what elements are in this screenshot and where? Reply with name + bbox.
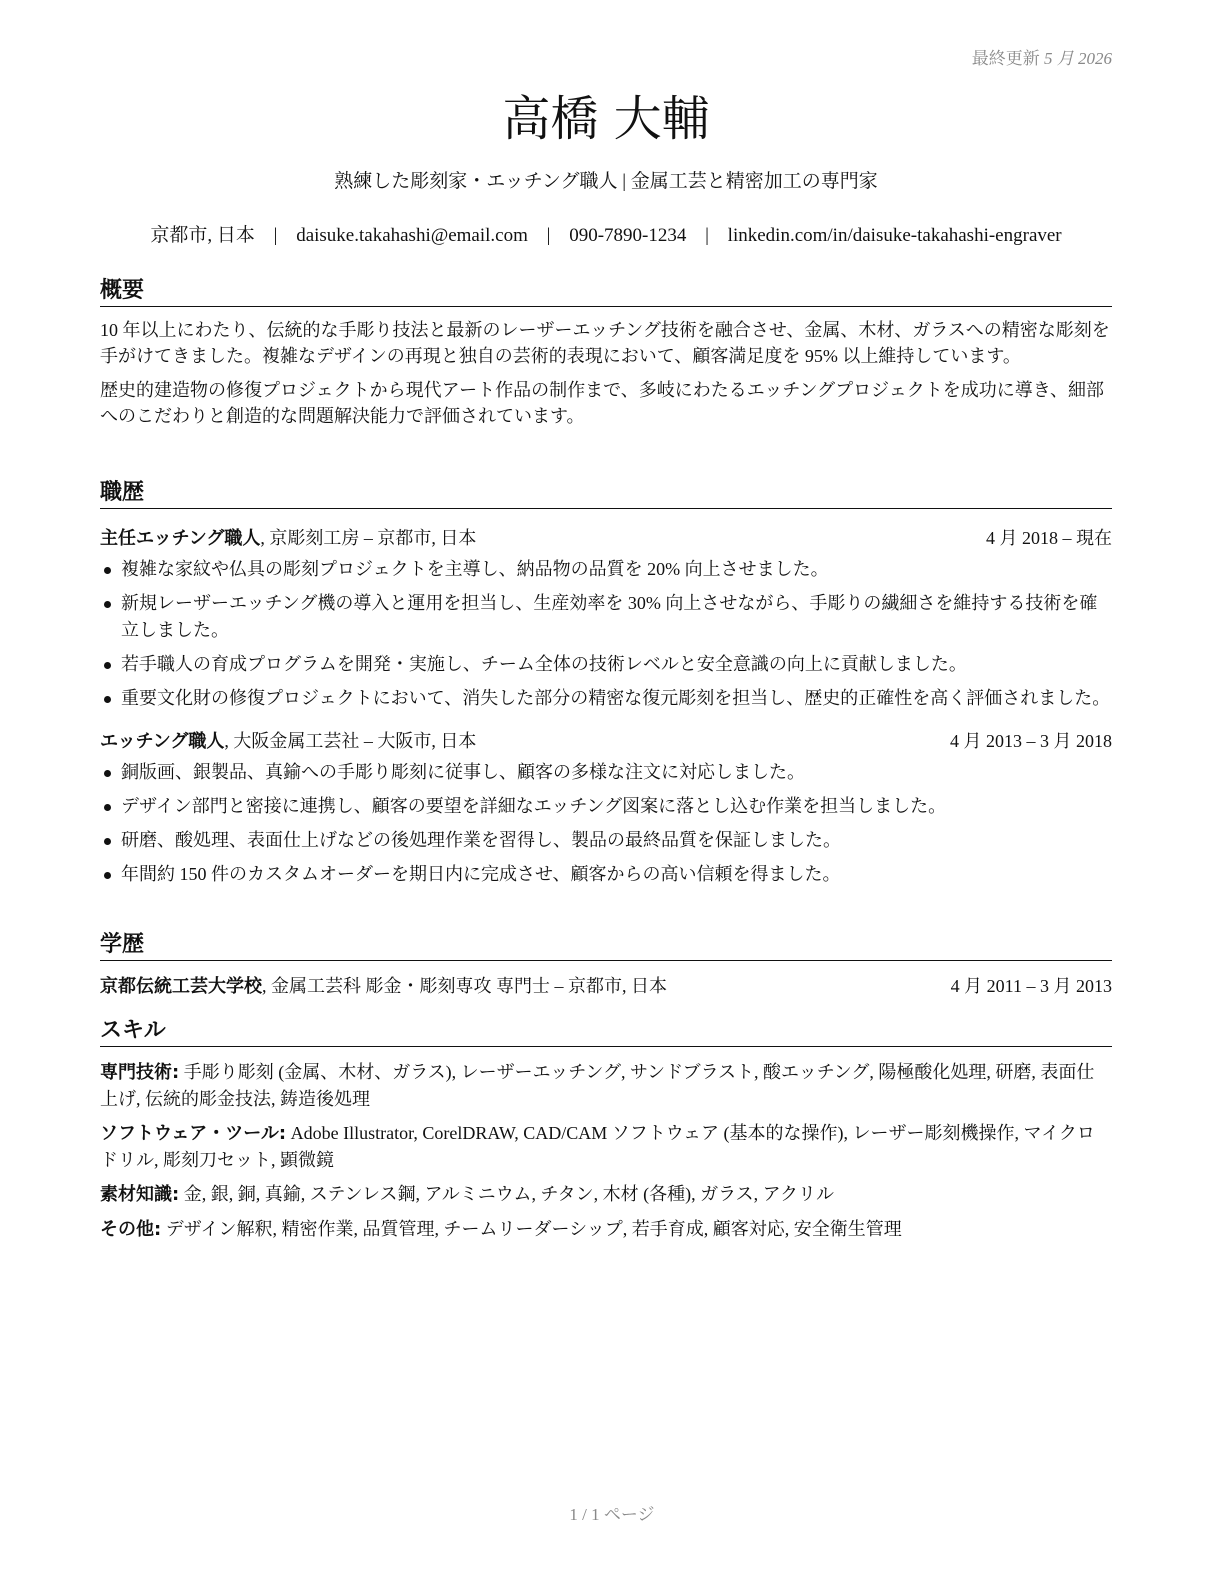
section-title-education: 学歴 — [100, 930, 1112, 961]
skill-text: デザイン解釈, 精密作業, 品質管理, チームリーダーシップ, 若手育成, 顧客対応, 安全衛生管理 — [161, 1219, 902, 1239]
job-role: 主任エッチング職人 — [100, 528, 261, 549]
job-header — [100, 525, 1112, 552]
skills-section — [100, 1016, 1112, 1243]
skill-label: 素材知識: — [100, 1184, 180, 1205]
skill-text: 金, 銀, 銅, 真鍮, ステンレス鋼, アルミニウム, チタン, 木材 (各種), ガラス, アクリル — [179, 1184, 835, 1204]
section-title-skills: スキル — [100, 1016, 1112, 1047]
education-dates: 4 月 2011 – 3 月 2013 — [950, 976, 1112, 996]
bullet-item: デザイン部門と密接に連携し、顧客の要望を詳細なエッチング図案に落とし込む作業を担当しました。 — [100, 793, 1112, 820]
bullet-item: 重要文化財の修復プロジェクトにおいて、消失した部分の精密な復元彫刻を担当し、歴史的正確性を高く評価されました。 — [100, 685, 1112, 712]
person-name: 高橋 大輔 — [502, 91, 710, 147]
linkedin-link[interactable]: linkedin.com/in/daisuke-takahashi-engraver — [727, 225, 1062, 246]
job-bullets — [100, 556, 1112, 712]
separator: | — [705, 225, 709, 246]
job-org: , 京彫刻工房 – 京都市, 日本 — [260, 528, 477, 548]
education-detail: , 金属工芸科 彫金・彫刻専攻 専門士 – 京都市, 日本 — [262, 976, 667, 996]
last-updated — [972, 44, 1112, 69]
skill-label: 専門技術: — [100, 1062, 180, 1083]
bullet-item: 新規レーザーエッチング機の導入と運用を担当し、生産効率を 30% 向上させながら、手彫りの繊細さを維持する技術を確立しました。 — [100, 590, 1112, 644]
contact-info — [90, 222, 1122, 250]
page-number: 1 / 1 ページ — [569, 1505, 655, 1524]
skill-row — [100, 1181, 1112, 1208]
last-updated-prefix: 最終更新 — [971, 49, 1040, 68]
job-dates: 4 月 2018 – 現在 — [986, 528, 1112, 548]
last-updated-year: 2026 — [1078, 49, 1112, 68]
summary-paragraph: 10 年以上にわたり、伝統的な手彫り技法と最新のレーザーエッチング技術を融合させ、金属、木材、ガラスへの精密な彫刻を手がけてきました。複雑なデザインの再現と独自の芸術的表現において、顧客満足度を 95% 以上維持しています。 — [100, 320, 1110, 366]
job-dates: 4 月 2013 – 3 月 2018 — [950, 731, 1112, 751]
summary-section — [100, 276, 1112, 429]
separator: | — [273, 225, 278, 246]
job-header — [100, 728, 1112, 755]
bullet-item: 銅版画、銀製品、真鍮への手彫り彫刻に従事し、顧客の多様な注文に対応しました。 — [100, 759, 1112, 786]
skill-row — [100, 1059, 1112, 1112]
separator: | — [546, 225, 551, 246]
headline: 熟練した彫刻家・エッチング職人 | 金属工芸と精密加工の専門家 — [334, 171, 878, 192]
education-entry — [100, 973, 1112, 1000]
job-title-line — [100, 525, 476, 552]
phone-number[interactable]: 090-7890-1234 — [569, 225, 687, 246]
skill-row — [100, 1216, 1112, 1243]
skill-text: Adobe Illustrator, CorelDRAW, CAD/CAM ソフトウェア (基本的な操作), レーザー彫刻機操作, マイクロドリル, 彫刻刀セット, 顕微鏡 — [100, 1123, 1095, 1170]
section-title-summary: 概要 — [100, 276, 1112, 307]
bullet-item: 研磨、酸処理、表面仕上げなどの後処理作業を習得し、製品の最終品質を保証しました。 — [100, 827, 1112, 854]
education-title-line — [100, 973, 667, 1000]
location: 京都市, 日本 — [150, 225, 255, 246]
skill-label: その他: — [100, 1219, 162, 1240]
section-title-experience: 職歴 — [100, 478, 1112, 509]
bullet-item: 複雑な家紋や仏具の彫刻プロジェクトを主導し、納品物の品質を 20% 向上させました。 — [100, 556, 1112, 583]
experience-section — [100, 478, 1112, 895]
job-role: エッチング職人 — [100, 731, 225, 752]
email-link[interactable]: daisuke.takahashi@email.com — [296, 225, 528, 246]
skill-label: ソフトウェア・ツール: — [100, 1123, 287, 1144]
skill-text: 手彫り彫刻 (金属、木材、ガラス), レーザーエッチング, サンドブラスト, 酸エッチング, 陽極酸化処理, 研磨, 表面仕上げ, 伝統的彫金技法, 鋳造後処理 — [100, 1062, 1095, 1109]
bullet-item: 若手職人の育成プログラムを開発・実施し、チーム全体の技術レベルと安全意識の向上に貢献しました。 — [100, 651, 1112, 678]
job-title-line — [100, 728, 476, 755]
skill-row — [100, 1120, 1112, 1173]
job-org: , 大阪金属工芸社 – 大阪市, 日本 — [224, 731, 477, 751]
school-name: 京都伝統工芸大学校 — [100, 976, 262, 997]
summary-paragraph: 歴史的建造物の修復プロジェクトから現代アート作品の制作まで、多岐にわたるエッチングプロジェクトを成功に導き、細部へのこだわりと創造的な問題解決能力で評価されています。 — [100, 380, 1105, 426]
last-updated-month: 5 月 — [1044, 49, 1074, 68]
job-bullets — [100, 759, 1112, 888]
education-section — [100, 930, 1112, 1000]
bullet-item: 年間約 150 件のカスタムオーダーを期日内に完成させ、顧客からの高い信頼を得ました。 — [100, 861, 1112, 888]
